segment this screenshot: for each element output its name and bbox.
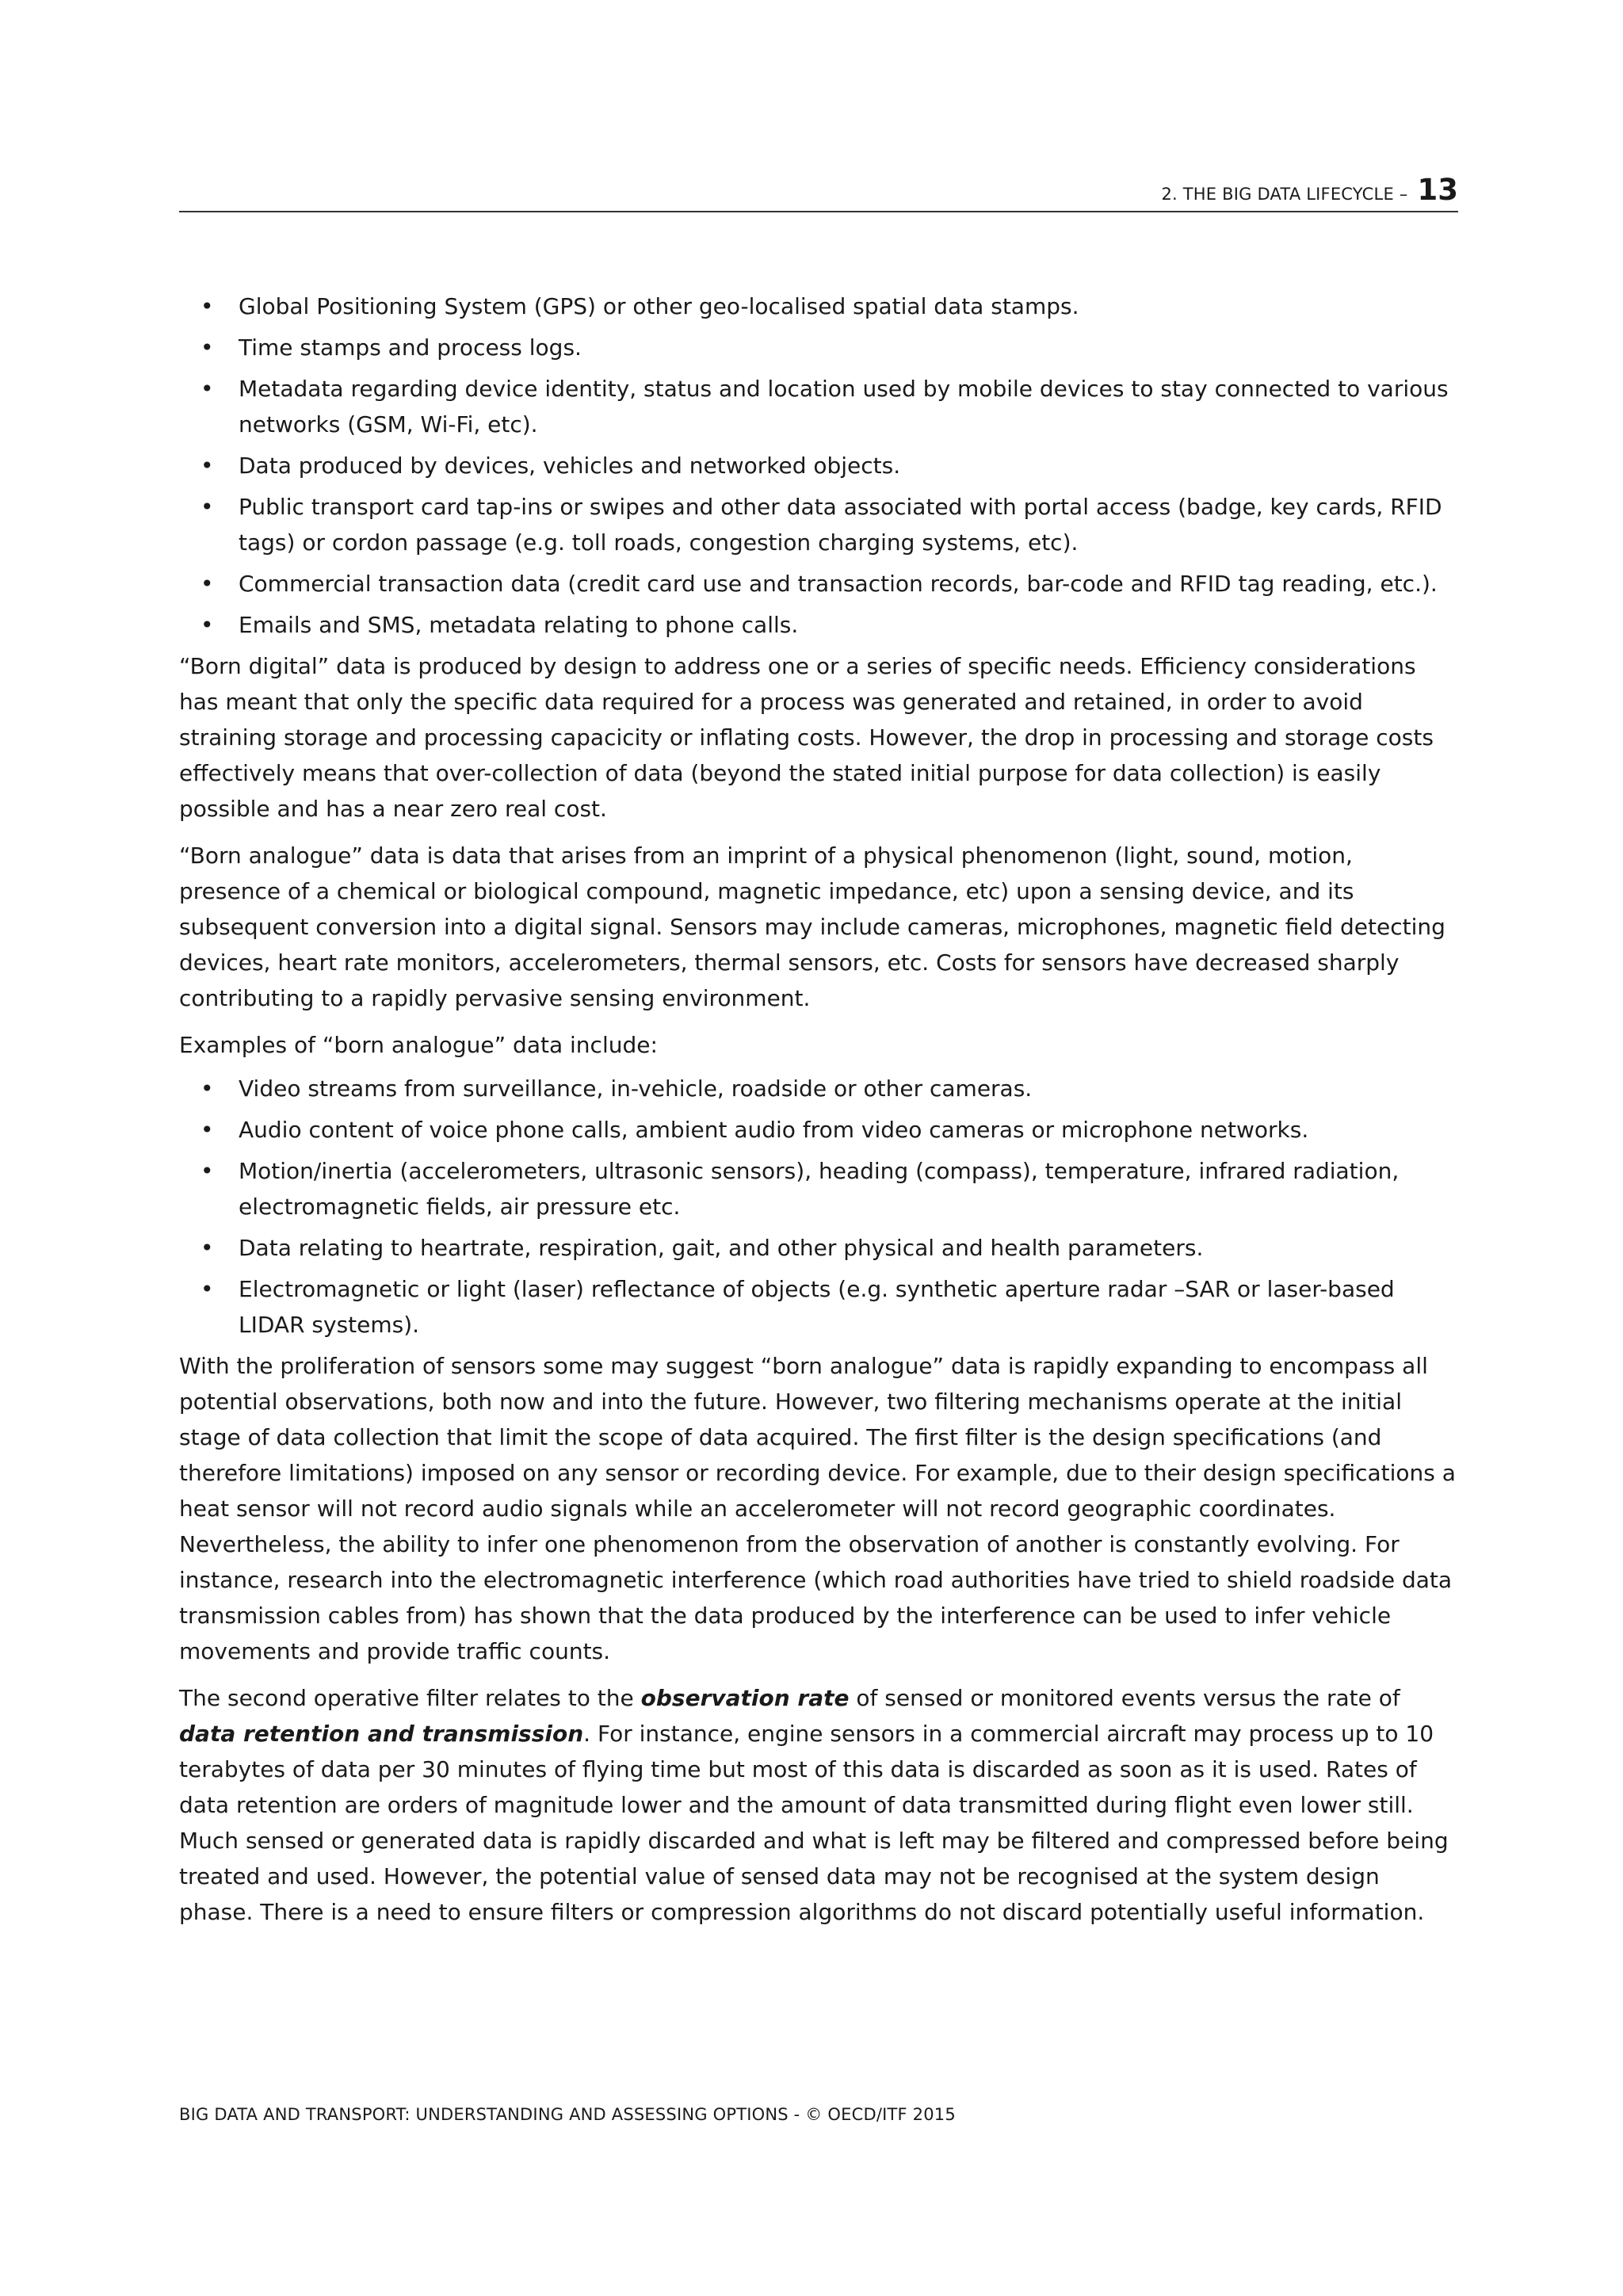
list-item: • Public transport card tap-ins or swipes and other data associated with portal access (badge, key cards, RFID tags) or cordon passage (e.g. toll roads, congestion charging systems, etc). bbox=[179, 489, 1458, 560]
paragraph-born-analogue: “Born analogue” data is data that arises from an imprint of a physical phenomenon (light, sound, motion, presence of a chemical or biological compound, magnetic impedance, etc) upon a sensing device, and its subsequent conversion into a digital signal. Sensors may include cameras, microphones, magnetic field detecting devices, heart rate monitors, accelerometers, thermal sensors, etc. Costs for sensors have decreased sharply contributing to a rapidly pervasive sensing environment. bbox=[179, 842, 1445, 1011]
paragraph-second-filter bbox=[179, 1680, 1458, 1930]
list-item: • Global Positioning System (GPS) or other geo-localised spatial data stamps. bbox=[179, 288, 1458, 324]
page-number: 13 bbox=[1417, 173, 1458, 207]
list-item: • Video streams from surveillance, in-vehicle, roadside or other cameras. bbox=[179, 1071, 1458, 1106]
data-sources-list bbox=[179, 288, 1458, 643]
keyword-observation-rate: observation rate bbox=[640, 1685, 850, 1711]
running-header-title: 2. THE BIG DATA LIFECYCLE – bbox=[1161, 185, 1408, 204]
list-item: • Data relating to heartrate, respiration, gait, and other physical and health parameters. bbox=[179, 1230, 1458, 1266]
paragraph-proliferation: With the proliferation of sensors some may suggest “born analogue” data is rapidly expanding to encompass all potential observations, both now and into the future. However, two filtering mechanisms operate at the initial stage of data collection that limit the scope of data acquired. The first filter is the design specifications (and therefore limitations) imposed on any sensor or recording device. For example, due to their design specifications a heat sensor will not record audio signals while an accelerometer will not record geographic coordinates. Nevertheless, the ability to infer one phenomenon from the observation of another is constantly evolving. For instance, research into the electromagnetic interference (which road authorities have tried to shield roadside data transmission cables from) has shown that the data produced by the interference can be used to infer vehicle movements and provide traffic counts. bbox=[179, 1353, 1456, 1664]
examples-intro: Examples of “born analogue” data include: bbox=[179, 1032, 658, 1058]
list-item: • Metadata regarding device identity, status and location used by mobile devices to stay connected to various networks (GSM, Wi-Fi, etc). bbox=[179, 371, 1458, 442]
list-item: • Electromagnetic or light (laser) reflectance of objects (e.g. synthetic aperture radar –SAR or laser-based LIDAR systems). bbox=[179, 1271, 1458, 1343]
list-item: • Time stamps and process logs. bbox=[179, 330, 1458, 365]
keyword-data-retention: data retention and transmission bbox=[179, 1721, 584, 1747]
text-segment: . For instance, engine sensors in a commercial aircraft may process up to 10 terabytes of data per 30 minutes of flying time but most of this data is discarded as soon as it is used. Rates of data retention are orders of magnitude lower and the amount of data transmitted during flight even lower still. Much sensed or generated data is rapidly discarded and what is left may be filtered and compressed before being treated and used. However, the potential value of sensed data may not be recognised at the system design phase. There is a need to ensure filters or compression algorithms do not discard potentially useful information. bbox=[179, 1721, 1449, 1925]
page-body bbox=[179, 288, 1458, 1930]
list-item: • Commercial transaction data (credit card use and transaction records, bar-code and RFID tag reading, etc.). bbox=[179, 566, 1458, 602]
paragraph-born-digital: “Born digital” data is produced by design to address one or a series of specific needs. Efficiency considerations has meant that only the specific data required for a process was generated and retained, in order to avoid straining storage and processing capacicity or inflating costs. However, the drop in processing and storage costs effectively means that over-collection of data (beyond the stated initial purpose for data collection) is easily possible and has a near zero real cost. bbox=[179, 653, 1434, 822]
page-header bbox=[179, 173, 1458, 212]
born-analogue-examples-list bbox=[179, 1071, 1458, 1343]
list-item: • Audio content of voice phone calls, ambient audio from video cameras or microphone networks. bbox=[179, 1112, 1458, 1148]
list-item: • Motion/inertia (accelerometers, ultrasonic sensors), heading (compass), temperature, infrared radiation, electromagnetic fields, air pressure etc. bbox=[179, 1153, 1458, 1224]
list-item: • Emails and SMS, metadata relating to phone calls. bbox=[179, 607, 1458, 643]
page-footer: BIG DATA AND TRANSPORT: UNDERSTANDING AND ASSESSING OPTIONS - © OECD/ITF 2015 bbox=[179, 2105, 956, 2124]
list-item: • Data produced by devices, vehicles and networked objects. bbox=[179, 448, 1458, 483]
text-segment: of sensed or monitored events versus the rate of bbox=[849, 1685, 1400, 1711]
text-segment: The second operative filter relates to the bbox=[179, 1685, 641, 1711]
